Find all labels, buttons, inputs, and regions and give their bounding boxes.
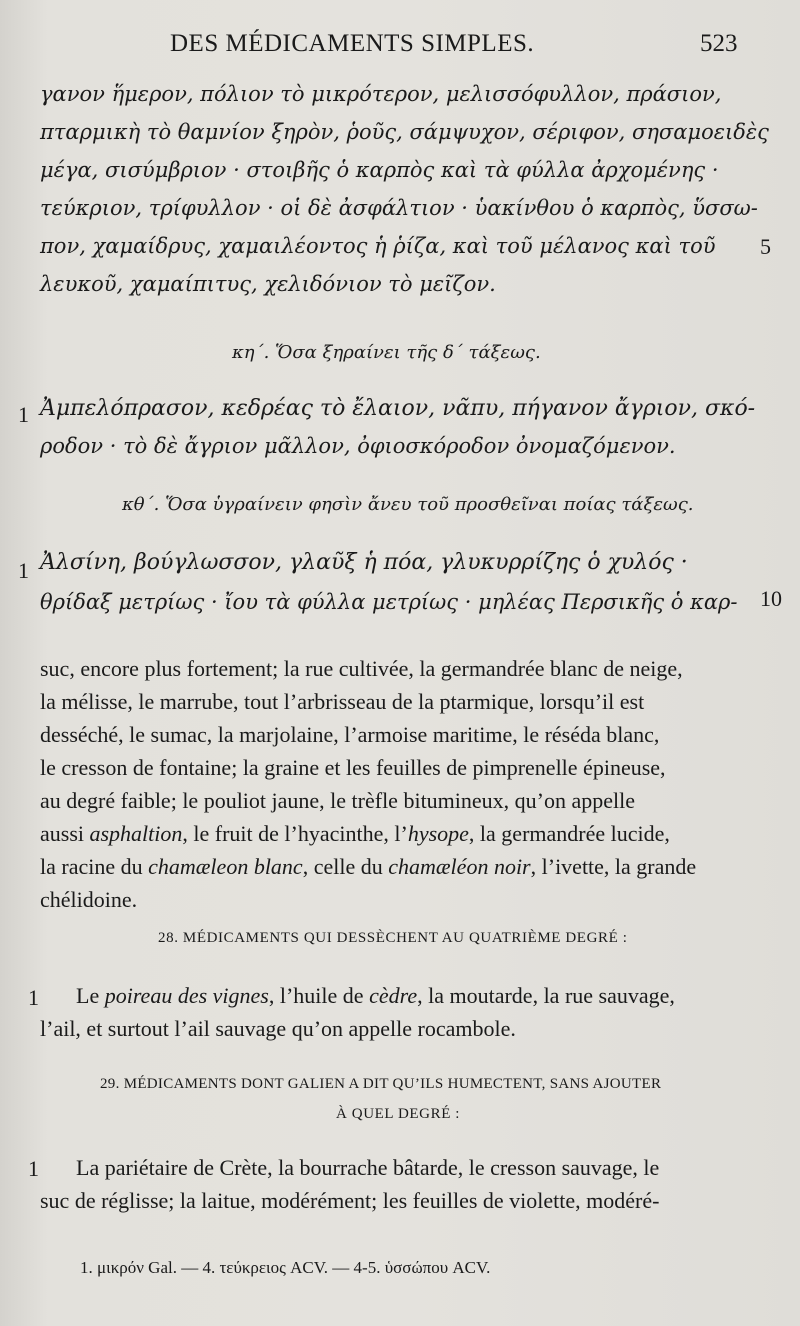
french-line: suc de réglisse; la laitue, modérément; les feuilles de violette, modéré- <box>40 1188 660 1213</box>
french-section-heading: À QUEL DEGRÉ : <box>336 1106 461 1122</box>
french-line <box>76 983 675 1009</box>
text-run: , la germandrée lucide, <box>468 821 670 846</box>
text-run: aussi <box>40 821 90 846</box>
greek-line: πον, χαμαίδρυς, χαμαιλέοντος ἡ ῥίζα, καὶ τοῦ μέλανος καὶ τοῦ <box>40 234 716 258</box>
french-line <box>40 887 137 913</box>
french-line <box>40 854 696 880</box>
french-line <box>40 755 666 781</box>
text-run: Le <box>76 983 105 1008</box>
italic-term: asphaltion <box>89 821 183 846</box>
text-run: la racine du <box>40 854 149 879</box>
french-line <box>40 788 635 814</box>
text-run: chélidoine. <box>40 887 138 912</box>
greek-line: Ἀλσίνη, βούγλωσσον, γλαῦξ ἡ πόα, γλυκυρρίζης ὁ χυλός · <box>40 550 688 575</box>
french-line <box>40 656 683 682</box>
text-run: , le fruit de l’hyacinthe, l’ <box>182 821 408 846</box>
italic-term: hysope <box>407 821 469 846</box>
margin-line-number: 5 <box>760 234 771 259</box>
french-section-heading: 28. MÉDICAMENTS QUI DESSÈCHENT AU QUATRIÈME DEGRÉ : <box>158 930 628 946</box>
text-run: , l’huile de <box>268 983 370 1008</box>
text-run: l’ail, et surtout l’ail sauvage qu’on appelle rocambole. <box>40 1016 516 1041</box>
greek-line: Ἀμπελόπρασον, κεδρέας τὸ ἔλαιον, νᾶπυ, πήγανον ἄγριον, σκό- <box>40 396 756 421</box>
italic-term: chamæleon blanc <box>148 854 303 879</box>
french-line <box>40 1016 516 1042</box>
text-run: , la moutarde, la rue sauvage, <box>417 983 675 1008</box>
footnote: 1. μικρόν Gal. — 4. τεύκρειος ACV. — 4-5. ὑσσώπου ACV. <box>80 1258 491 1277</box>
greek-line: τεύκριον, τρίφυλλον · οἱ δὲ ἀσφάλτιον · ὑακίνθου ὁ καρπὸς, ὕσσω- <box>40 196 758 220</box>
greek-line: μέγα, σισύμβριον · στοιβῆς ὁ καρπὸς καὶ τὰ φύλλα ἀρχομένης · <box>40 158 719 182</box>
text-run: au degré faible; le pouliot jaune, le trèfle bitumineux, qu’on appelle <box>40 788 636 813</box>
greek-section-heading: κη΄. Ὅσα ξηραίνει τῆς δ΄ τάξεως. <box>232 342 541 363</box>
text-run: la mélisse, le marrube, tout l’arbrisseau de la ptarmique, lorsqu’il est <box>40 689 645 714</box>
french-line <box>40 722 659 748</box>
margin-line-number: 1 <box>28 1156 39 1181</box>
margin-line-number: 1 <box>18 402 29 427</box>
french-line <box>40 689 644 715</box>
page-header <box>0 30 800 70</box>
french-line: La pariétaire de Crète, la bourrache bâtarde, le cresson sauvage, le <box>76 1155 660 1180</box>
text-run: suc, encore plus fortement; la rue cultivée, la germandrée blanc de neige, <box>40 656 683 681</box>
french-section-heading: 29. MÉDICAMENTS DONT GALIEN A DIT QU’ILS HUMECTENT, SANS AJOUTER <box>100 1076 662 1092</box>
greek-line: γανον ἥμερον, πόλιον τὸ μικρότερον, μελισσόφυλλον, πράσιον, <box>40 82 722 106</box>
text-run: , celle du <box>302 854 389 879</box>
greek-line: ροδον · τὸ δὲ ἄγριον μᾶλλον, ὀφιοσκόροδον ὀνομαζόμενον. <box>40 434 676 458</box>
margin-line-number: 1 <box>18 558 29 583</box>
greek-line: πταρμικὴ τὸ θαμνίον ξηρὸν, ῥοῦς, σάμψυχον, σέριφον, σησαμοειδὲς <box>40 120 769 144</box>
italic-term: cèdre <box>369 983 418 1008</box>
italic-term: poireau des vignes <box>104 983 269 1008</box>
margin-line-number: 1 <box>28 985 39 1010</box>
greek-section-heading: κθ΄. Ὅσα ὑγραίνειν φησὶν ἄνευ τοῦ προσθεῖναι ποίας τάξεως. <box>122 494 694 515</box>
greek-line: λευκοῦ, χαμαίπιτυς, χελιδόνιον τὸ μεῖζον. <box>40 272 496 296</box>
greek-line: θρίδαξ μετρίως · ἴου τὰ φύλλα μετρίως · μηλέας Περσικῆς ὁ καρ- <box>40 590 738 614</box>
text-run: le cresson de fontaine; la graine et les feuilles de pimprenelle épineuse, <box>40 755 666 780</box>
italic-term: chamæléon noir <box>388 854 531 879</box>
text-run: desséché, le sumac, la marjolaine, l’armoise maritime, le réséda blanc, <box>40 722 660 747</box>
french-line <box>40 821 670 847</box>
page-number: 523 <box>700 30 738 57</box>
margin-line-number: 10 <box>760 586 782 611</box>
text-run: , l’ivette, la grande <box>530 854 697 879</box>
running-title: DES MÉDICAMENTS SIMPLES. <box>170 30 535 57</box>
